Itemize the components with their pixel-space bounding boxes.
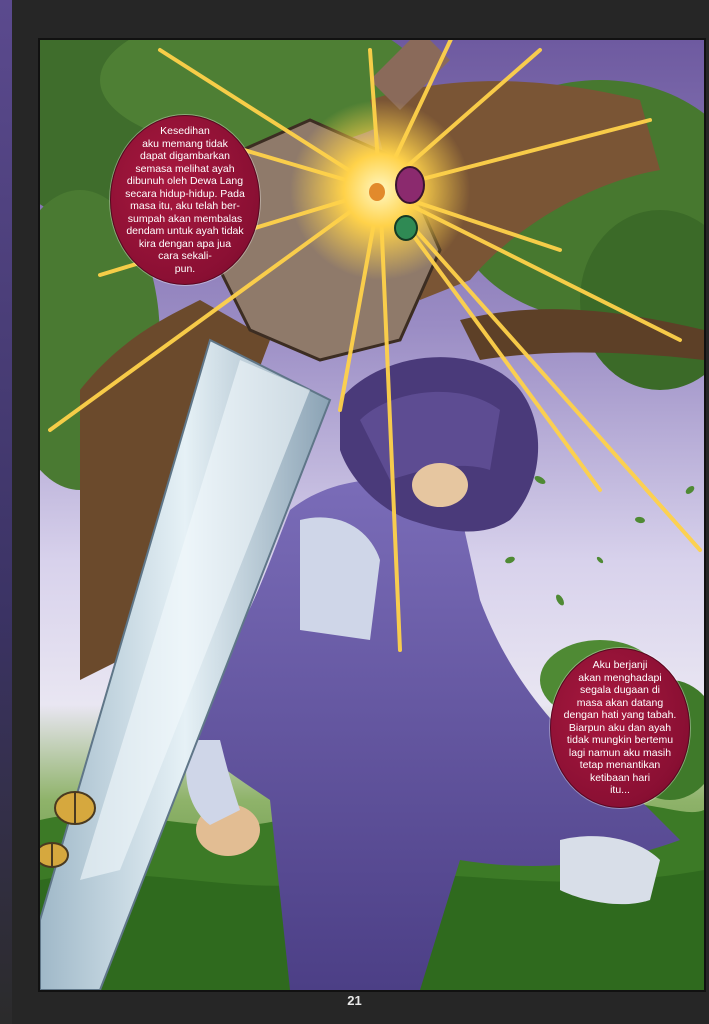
gem-purple	[396, 167, 424, 203]
comic-panel	[38, 38, 706, 992]
page-edge	[0, 0, 12, 1024]
gem-orange	[369, 183, 385, 201]
gem-green	[395, 216, 417, 240]
falling-leaves	[504, 474, 695, 606]
page-number: 21	[347, 993, 362, 1008]
speech-bubble-2: Aku berjanji akan menghadapi segala dugaan di masa akan datang dengan hati yang tabah. Biarpun aku dan ayah tidak mungkin bertemu lagi namun aku masih tetap menantikan ketibaan hari itu...	[550, 648, 690, 808]
speech-bubble-1: Kesedihan aku memang tidak dapat digambarkan semasa melihat ayah dibunuh oleh Dewa Lang secara hidup-hidup. Pada masa itu, aku telah ber- sumpah akan membalas dendam untuk ayah tidak kira dengan apa jua cara sekali- pun.	[110, 115, 260, 285]
